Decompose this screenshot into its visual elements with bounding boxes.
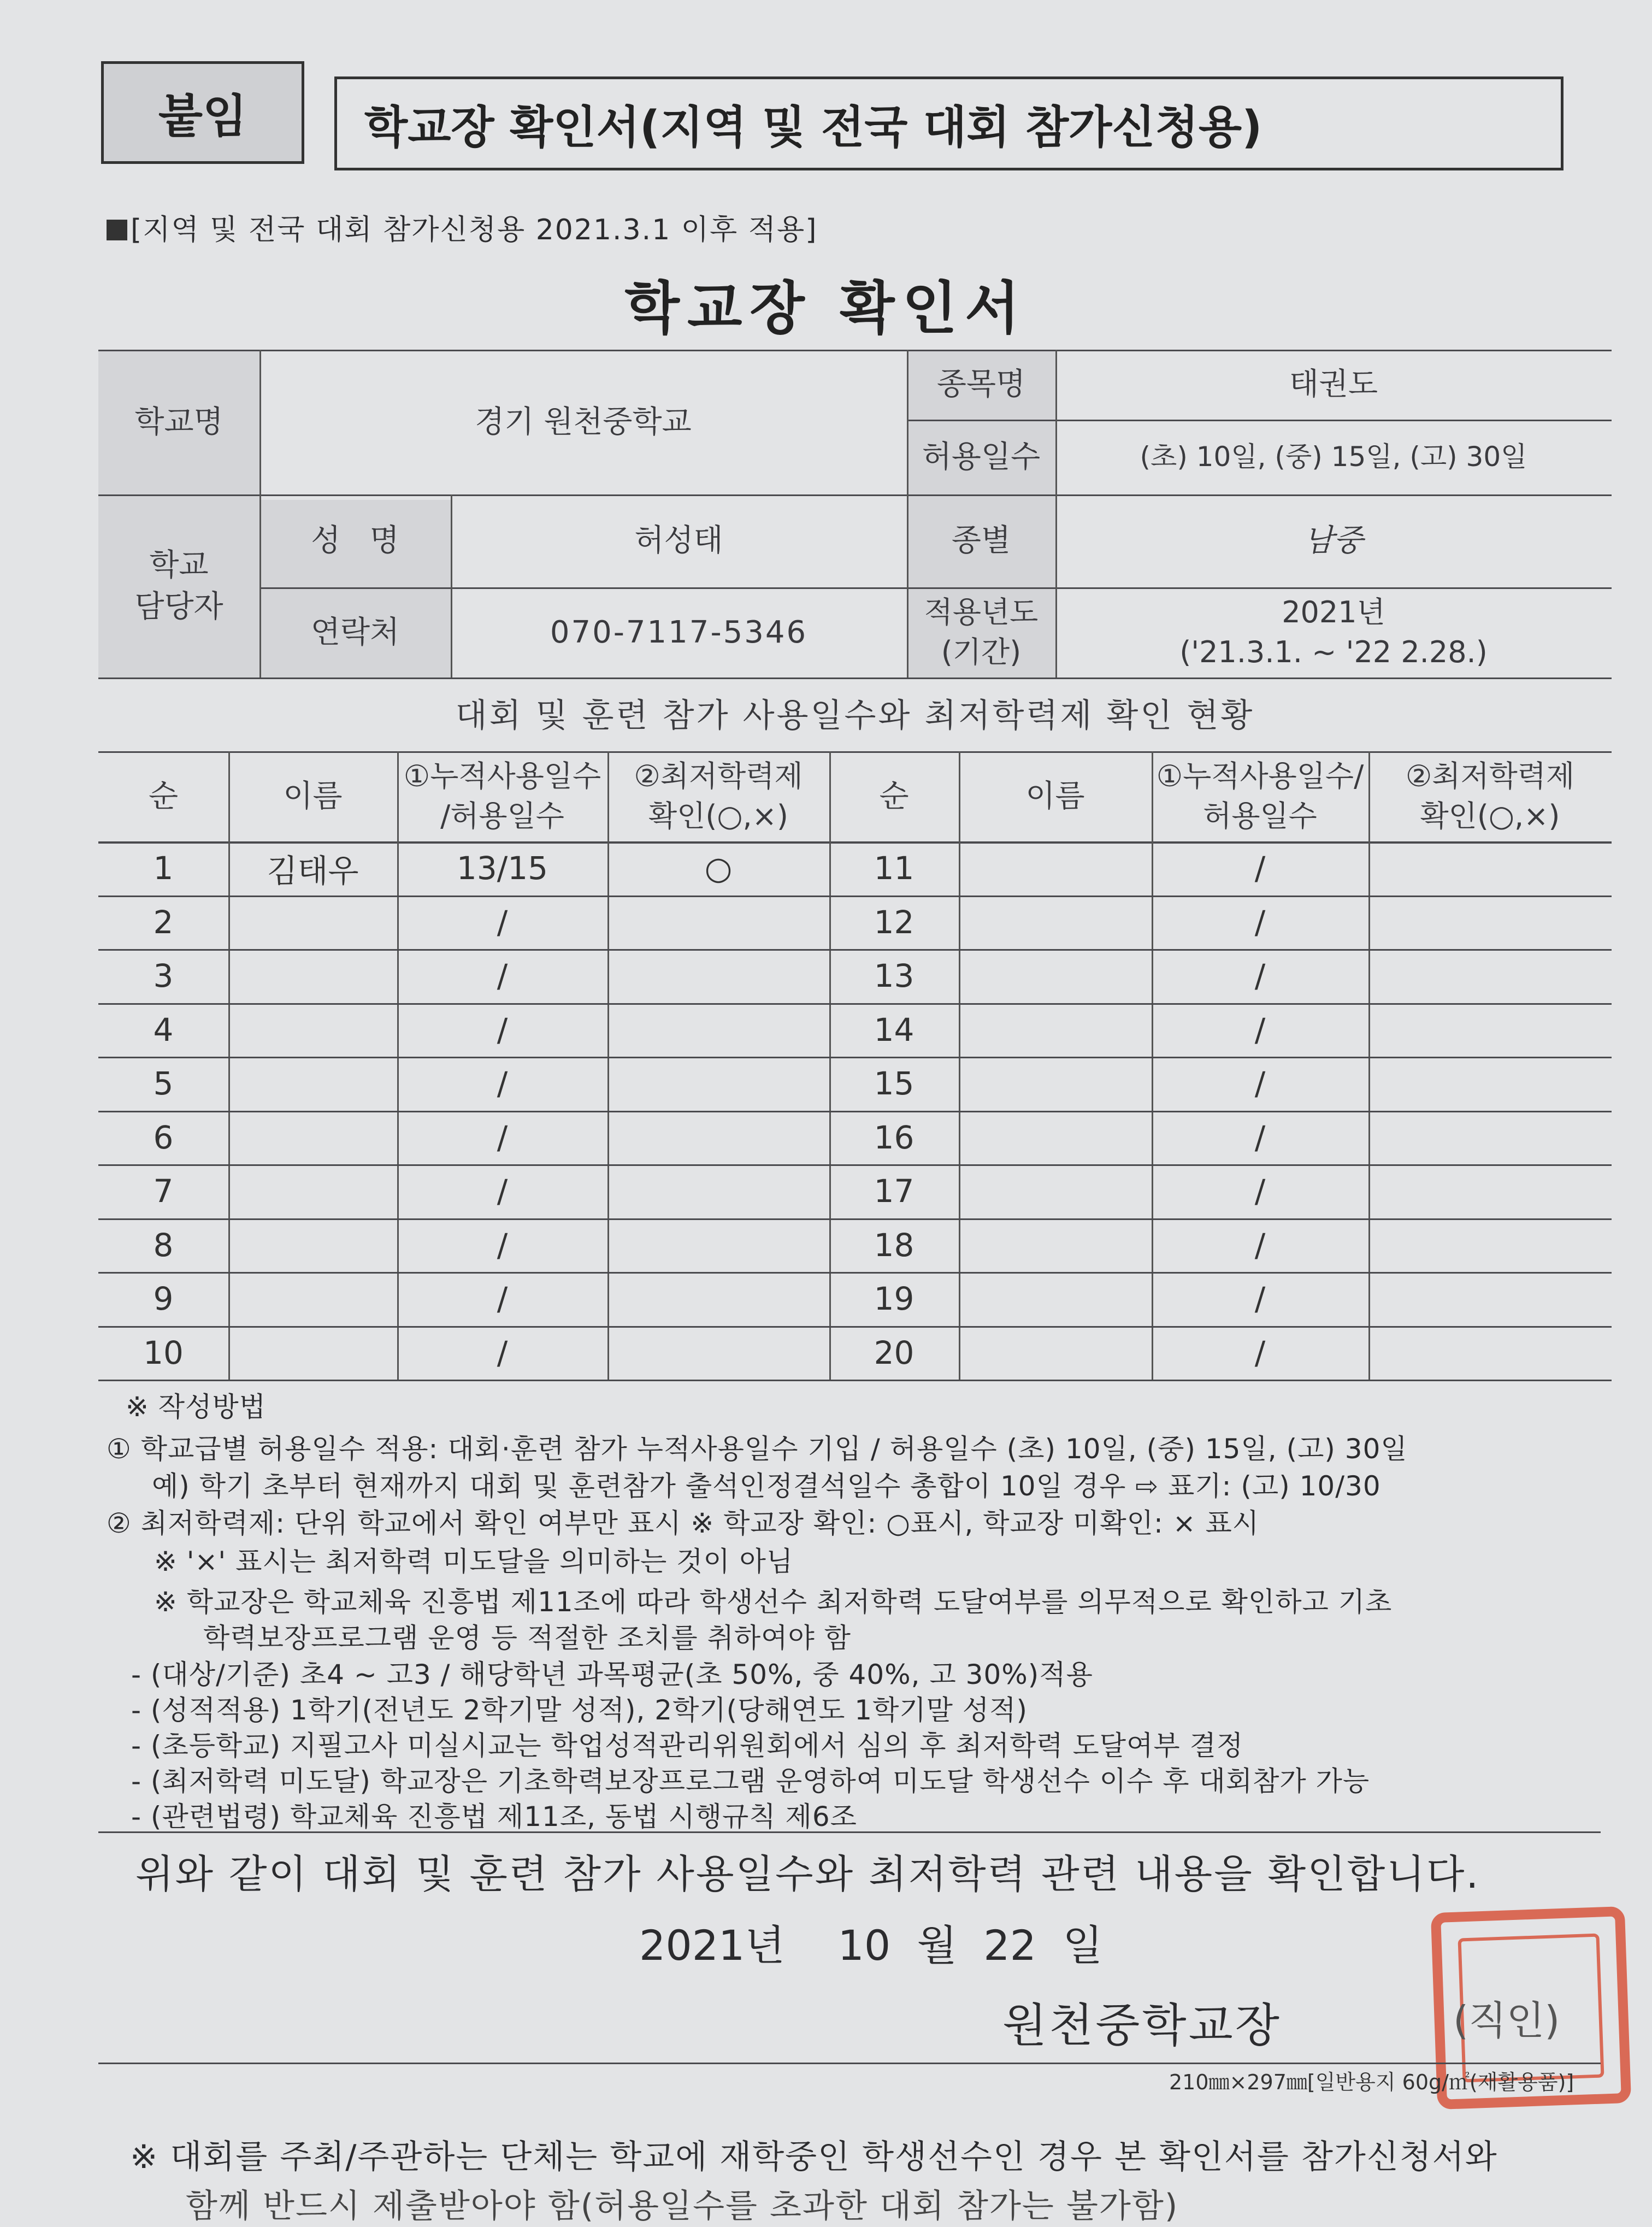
- table-cell-name2: [959, 1111, 1152, 1165]
- table-cell-name1: [228, 1218, 397, 1272]
- notes-line-1: ① 학교급별 허용일수 적용: 대회·훈련 참가 누적사용일수 기입 / 허용일수 (초) 10일, (중) 15일, (고) 30일: [107, 1433, 1408, 1465]
- header-days-line-1: ①누적사용일수: [403, 758, 601, 793]
- table-cell-d2: /: [1254, 1118, 1266, 1156]
- confirmation-sentence: 위와 같이 대회 및 훈련 참가 사용일수와 최저학력 관련 내용을 확인합니다.: [135, 1851, 1480, 1897]
- table-cell-name2: [959, 1272, 1152, 1326]
- contact-person-label: [98, 494, 259, 677]
- table-cell-name1: [228, 1111, 397, 1165]
- table-cell-c2: [1368, 1111, 1612, 1165]
- sub-header: [107, 207, 818, 248]
- table-cell-c1: ○: [704, 850, 733, 887]
- header-days-right-line-1: ①누적사용일수/: [1156, 758, 1364, 793]
- header-check-line-2: 확인(○,×): [648, 798, 788, 833]
- notes-line-11: - (관련법령) 학교체육 진흥법 제11조, 동법 시행규칙 제6조: [131, 1801, 857, 1833]
- table-cell-n2: 20: [874, 1334, 914, 1371]
- period-value: [1055, 587, 1612, 677]
- table-cell-name1: [228, 895, 397, 950]
- table-cell-c1: [607, 1003, 829, 1057]
- table-cell-n1: 1: [153, 850, 174, 887]
- footer-note: ※ 대회를 주최/주관하는 단체는 학교에 재학중인 학생선수인 경우 본 확인서를 참가신청서와: [130, 2138, 1498, 2176]
- table-cell-d2: /: [1254, 1280, 1266, 1318]
- period-label-1: 적용년도: [924, 594, 1039, 629]
- name-label: 성 명: [311, 523, 399, 559]
- notes-line-4: ※ '×' 표시는 최저학력 미도달을 의미하는 것이 아님: [154, 1546, 794, 1577]
- table-cell-name2: [959, 1218, 1152, 1272]
- notes-line-3: ② 최저학력제: 단위 학교에서 확인 여부만 표시 ※ 학교장 확인: ○표시, 학교장 미확인: × 표시: [107, 1507, 1260, 1539]
- notes-line-2: 예) 학기 초부터 현재까지 대회 및 훈련참가 출석인정결석일수 총합이 10일 경우 ⇨ 표기: (고) 10/30: [152, 1470, 1381, 1502]
- sub-header-text: [지역 및 전국 대회 참가신청용 2021.3.1 이후 적용]: [131, 214, 818, 246]
- table-cell-n1: 8: [153, 1226, 174, 1264]
- header-check-right-line-2: 확인(○,×): [1420, 798, 1560, 833]
- table-cell-n1: 7: [153, 1173, 174, 1210]
- footer-note-2: 함께 반드시 제출받아야 함(허용일수를 초과한 대회 참가는 불가함): [186, 2187, 1179, 2225]
- header-name: 이름: [283, 778, 343, 814]
- header-check-right-line-1: ②최저학력제: [1405, 758, 1575, 793]
- category-value: 남중: [1303, 523, 1364, 559]
- table-cell-n2: 13: [874, 957, 914, 995]
- confirmation-date: 2021년 10 월 22 일: [639, 1921, 1103, 1970]
- sport-label: 종목명: [936, 367, 1026, 403]
- table-cell-name2: [959, 841, 1152, 895]
- header-order-right: 순: [879, 778, 909, 814]
- notes-line-10: - (최저학력 미도달) 학교장은 기초학력보장프로그램 운영하여 미도달 학생선수 이수 후 대회참가 가능: [131, 1765, 1370, 1797]
- table-cell-d1: /: [497, 1173, 508, 1210]
- table-cell-c2: [1368, 1057, 1612, 1111]
- table-cell-d1: /: [497, 903, 508, 941]
- table-cell-name2: [959, 1326, 1152, 1380]
- table-cell-n2: 19: [874, 1280, 914, 1318]
- table-cell-n1: 5: [153, 1065, 174, 1103]
- header-days: [397, 751, 607, 841]
- seal-label: (직인): [1453, 1998, 1560, 2043]
- header-check: [607, 751, 829, 841]
- table-cell-c2: [1368, 1218, 1612, 1272]
- table-cell-name2: [959, 949, 1152, 1003]
- period-value-1: 2021년: [1282, 594, 1385, 629]
- period-label: [907, 587, 1055, 677]
- table-cell-name2: [959, 895, 1152, 950]
- table-cell-d2: /: [1254, 903, 1266, 941]
- table-cell-n1: 4: [153, 1011, 174, 1048]
- table-cell-c1: [607, 949, 829, 1003]
- table-cell-d1: 13/15: [456, 850, 548, 887]
- header-days-right: [1152, 751, 1368, 841]
- square-bullet-icon: [107, 220, 127, 240]
- table-cell-n2: 16: [874, 1118, 914, 1156]
- period-value-2: ('21.3.1. ~ '22 2.28.): [1179, 634, 1488, 669]
- document-title: 학교장 확인서: [624, 275, 1028, 341]
- header-order: 순: [148, 778, 179, 814]
- table-cell-n1: 10: [143, 1334, 184, 1371]
- table-cell-c2: [1368, 949, 1612, 1003]
- table-cell-d2: /: [1254, 957, 1266, 995]
- table-cell-name1: 김태우: [267, 852, 359, 890]
- contact-person-label-2: 담당자: [134, 588, 223, 624]
- table-cell-d1: /: [497, 1226, 508, 1264]
- table-cell-name2: [959, 1164, 1152, 1218]
- phone-label: 연락처: [310, 614, 400, 650]
- table-cell-d2: /: [1254, 1011, 1266, 1048]
- table-cell-d2: /: [1254, 1226, 1266, 1264]
- table-cell-name2: [959, 1003, 1152, 1057]
- table-cell-name1: [228, 949, 397, 1003]
- table-cell-n2: 12: [874, 903, 914, 941]
- table-cell-c1: [607, 1218, 829, 1272]
- table-cell-c1: [607, 895, 829, 950]
- table-cell-n1: 6: [153, 1118, 174, 1156]
- header-days-right-line-2: 허용일수: [1203, 798, 1317, 833]
- sport-value: 태권도: [1289, 367, 1378, 403]
- table-cell-c1: [607, 1272, 829, 1326]
- notes-line-5: ※ 학교장은 학교체육 진흥법 제11조에 따라 학생선수 최저학력 도달여부를 의무적으로 확인하고 기초: [154, 1586, 1393, 1618]
- table-cell-n2: 18: [874, 1226, 914, 1264]
- table-cell-d2: /: [1254, 1173, 1266, 1210]
- header-days-line-2: /허용일수: [440, 798, 564, 833]
- table-cell-name1: [228, 1057, 397, 1111]
- paper-spec: 210㎜×297㎜[일반용지 60g/㎡(재활용품)]: [1169, 2070, 1574, 2094]
- allowed-days-label: 허용일수: [922, 439, 1041, 475]
- table-cell-n1: 2: [153, 903, 174, 941]
- principal-name: 원천중학교장: [1002, 1999, 1282, 2052]
- table-cell-n1: 3: [153, 957, 174, 995]
- table-cell-name1: [228, 1003, 397, 1057]
- row-divider: [98, 1380, 1612, 1381]
- table-cell-d1: /: [497, 1118, 508, 1156]
- table-cell-d2: /: [1254, 1065, 1266, 1103]
- notes-line-9: - (초등학교) 지필고사 미실시교는 학업성적관리위원회에서 심의 후 최저학력 도달여부 결정: [131, 1730, 1244, 1761]
- table-cell-n2: 17: [874, 1173, 914, 1210]
- phone-value: 070-7117-5346: [550, 614, 808, 650]
- table-cell-d1: /: [497, 1280, 508, 1318]
- table-cell-c1: [607, 1111, 829, 1165]
- table-cell-d2: /: [1254, 1334, 1266, 1371]
- table-cell-c2: [1368, 1272, 1612, 1326]
- allowed-days-value: (초) 10일, (중) 15일, (고) 30일: [1140, 440, 1527, 473]
- school-name-label: 학교명: [134, 404, 223, 440]
- table-cell-c2: [1368, 1003, 1612, 1057]
- category-label: 종별: [951, 523, 1011, 559]
- table-cell-name1: [228, 1326, 397, 1380]
- table-cell-c1: [607, 1326, 829, 1380]
- table-cell-c1: [607, 1057, 829, 1111]
- header-name-right: 이름: [1025, 778, 1085, 814]
- section-title: 대회 및 훈련 참가 사용일수와 최저학력제 확인 현황: [455, 696, 1255, 735]
- table-cell-c2: [1368, 895, 1612, 950]
- table-cell-d1: /: [497, 1011, 508, 1048]
- table-cell-n2: 11: [874, 850, 914, 887]
- notes-line-7: - (대상/기준) 초4 ~ 고3 / 해당학년 과목평균(초 50%, 중 40%, 고 30%)적용: [131, 1659, 1093, 1690]
- school-name-value: 경기 원천중학교: [475, 404, 692, 440]
- header-check-line-1: ②최저학력제: [634, 758, 803, 793]
- notes-heading: ※ 작성방법: [126, 1391, 266, 1423]
- table-cell-name1: [228, 1272, 397, 1326]
- table-cell-n2: 14: [874, 1011, 914, 1048]
- table-cell-c2: [1368, 841, 1612, 895]
- header-check-right: [1368, 751, 1612, 841]
- table-cell-d1: /: [497, 957, 508, 995]
- header-title-box: 학교장 확인서(지역 및 전국 대회 참가신청용): [334, 76, 1564, 170]
- table-cell-n1: 9: [153, 1280, 174, 1318]
- notes-line-8: - (성적적용) 1학기(전년도 2학기말 성적), 2학기(당해연도 1학기말 성적): [131, 1694, 1028, 1726]
- name-value: 허성태: [634, 523, 723, 559]
- contact-person-label-1: 학교: [149, 547, 209, 583]
- table-cell-c2: [1368, 1326, 1612, 1380]
- attachment-label: 붙임: [101, 61, 304, 164]
- table-cell-n2: 15: [874, 1065, 914, 1103]
- table-cell-name1: [228, 1164, 397, 1218]
- table-cell-d1: /: [497, 1334, 508, 1371]
- table-cell-d1: /: [497, 1065, 508, 1103]
- period-label-2: (기간): [941, 634, 1022, 669]
- table-cell-name2: [959, 1057, 1152, 1111]
- notes-line-6: 학력보장프로그램 운영 등 적절한 조치를 취하여야 함: [203, 1622, 851, 1654]
- table-cell-d2: /: [1254, 850, 1266, 887]
- table-cell-c2: [1368, 1164, 1612, 1218]
- table-cell-c1: [607, 1164, 829, 1218]
